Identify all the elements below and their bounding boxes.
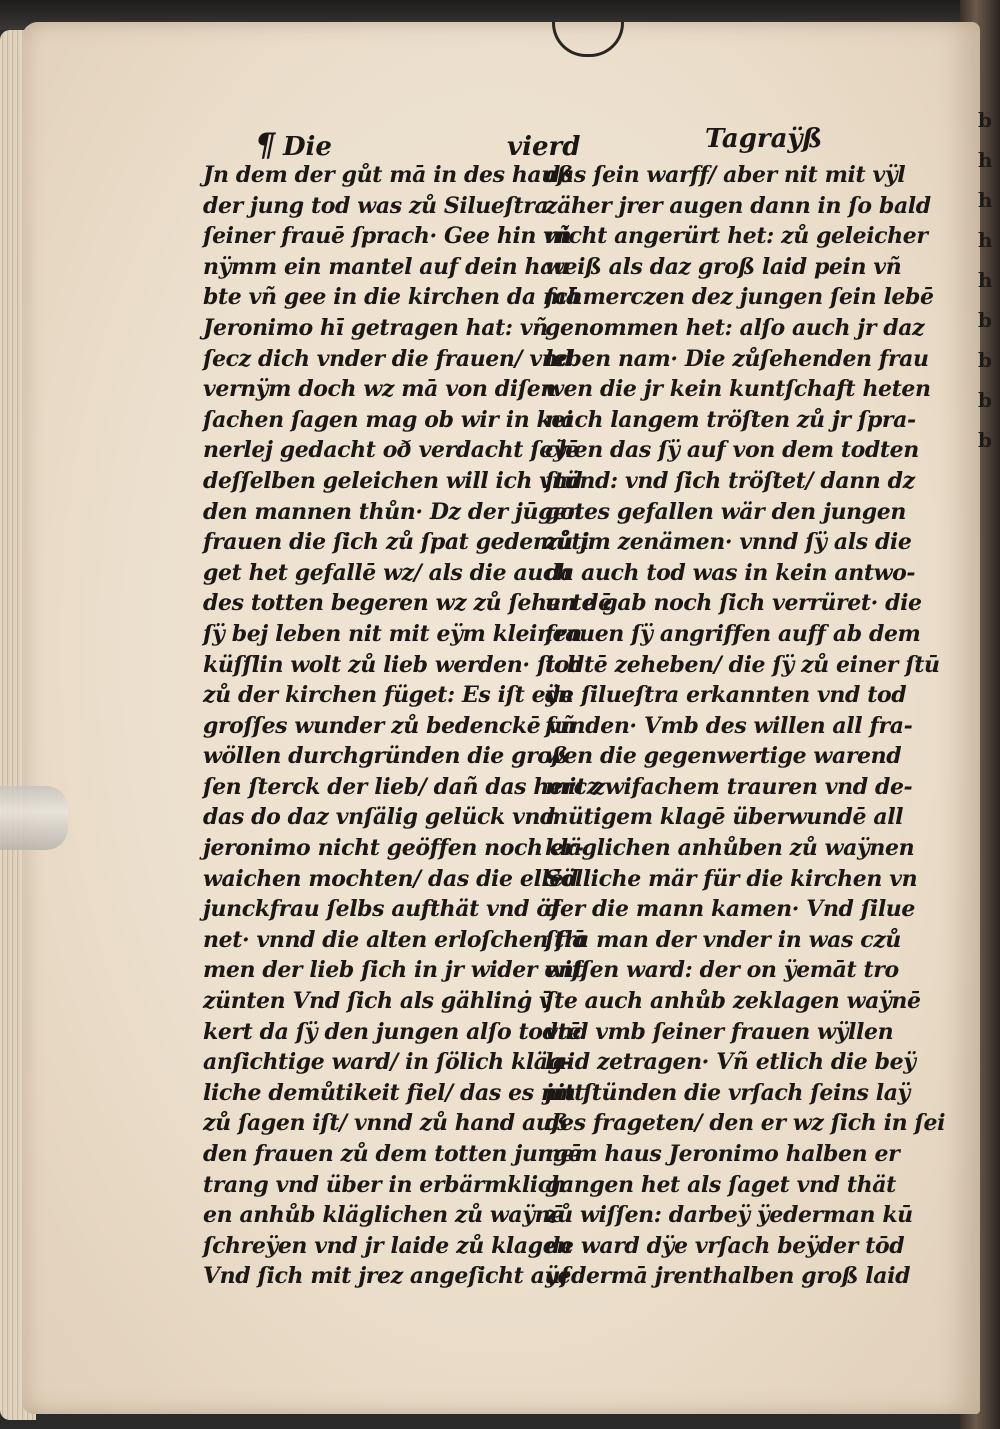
text-line: Jn dem der gůt mā in des hauß xyxy=(203,162,574,188)
text-line: men der lieb ſich in jr wider ent xyxy=(203,957,584,984)
sliver-letter: b xyxy=(978,428,992,452)
text-line: leben nam· Die zůſehenden frau xyxy=(545,345,929,372)
text-line: mütigem klagē überwundē all xyxy=(545,804,904,831)
sliver-letter: h xyxy=(978,268,993,292)
text-line: der die mann kamen· Vnd ſilue xyxy=(545,896,915,923)
text-line: mit zwifachem trauren vnd de- xyxy=(545,773,913,800)
sliver-letter: b xyxy=(978,308,992,332)
sliver-letter: h xyxy=(978,188,993,212)
text-line: jeronimo nicht geöffen noch er- xyxy=(203,835,584,862)
text-line: chen das ſÿ auf von dem todten xyxy=(545,437,919,464)
text-line: nach langem tröſten zů jr ſpra- xyxy=(545,406,916,433)
header-middle-text: vierd xyxy=(507,132,581,162)
sliver-letter: b xyxy=(978,348,992,372)
facing-page-sliver xyxy=(976,100,1000,1400)
sliver-letter: h xyxy=(978,228,993,252)
text-line: ſchreÿen vnd jr laide zů klagen xyxy=(203,1232,572,1259)
text-line: ſchmerczen dez jungen ſein lebē xyxy=(545,284,934,311)
text-line: wen die jr kein kuntſchaft heten xyxy=(545,376,931,403)
text-line: get het gefallē wz/ als die auch xyxy=(203,559,572,586)
text-line: nem haus Jeronimo halben er xyxy=(545,1141,900,1167)
text-line: kläglichen anhůben zů waÿnen xyxy=(545,835,915,862)
text-line: nerlej gedacht oð verdacht ſeÿē xyxy=(203,437,579,464)
text-line: kert da ſÿ den jungen alſo todtē xyxy=(203,1018,581,1045)
text-line: ſtra man der vnder in was czů xyxy=(545,926,901,953)
sliver-letter: b xyxy=(978,108,992,132)
text-line: laid zetragen· Vñ etlich die beÿ xyxy=(545,1049,916,1076)
text-line: zů der kirchen füget: Es iſt eÿn xyxy=(203,682,574,709)
text-line: deſſelben geleichen will ich vnd xyxy=(203,467,583,494)
text-line: urte gab noch ſich verrüret· die xyxy=(545,590,922,617)
text-line: zäher jrer augen dann in ſo bald xyxy=(545,192,931,219)
text-line: de ſilueſtra erkannten vnd tod xyxy=(545,682,907,709)
text-line: ſeiner frauē ſprach· Gee hin vñ xyxy=(203,223,572,250)
text-line: liche demůtikeit fiel/ das es nitt xyxy=(203,1079,585,1106)
left-text-column xyxy=(203,160,612,1292)
text-line: das do daz vnſälig gelück vnd xyxy=(203,804,556,831)
text-line: frauen ſÿ angriffen auff ab dem xyxy=(545,620,921,647)
text-line: vernÿm doch wz mā von diſen xyxy=(203,376,556,403)
text-line: den frauen zů dem totten jungē xyxy=(203,1141,582,1167)
text-line: Sölliche mär für die kirchen vn xyxy=(545,865,918,892)
text-line: zünten Vnd ſich als gählinġ v̄ xyxy=(203,988,552,1015)
text-line: wiſſen ward: der on ÿemāt tro xyxy=(545,957,899,984)
text-line: ſtünd: vnd ſich tröſtet/ dann dz xyxy=(545,467,915,494)
text-line: zů jm zenämen· vnnd ſÿ als die xyxy=(545,529,912,556)
text-line: gangen het als ſaget vnd thät xyxy=(545,1171,896,1198)
text-line: anſichtige ward/ in ſölich kläg- xyxy=(203,1049,572,1076)
text-line: genommen het: alſo auch jr daz xyxy=(545,314,925,341)
text-line: ſecz dich vnder die frauen/ vnd xyxy=(203,345,573,372)
text-line: küſſlin wolt zů lieb werden· ſich xyxy=(203,651,583,678)
text-line: zů wiſſen: darbeÿ ÿederman kū xyxy=(545,1202,913,1229)
sliver-letter: h xyxy=(978,148,993,172)
text-line: waichen mochten/ das die ellēd xyxy=(203,865,578,892)
text-line: wen die gegenwertige warend xyxy=(545,743,902,770)
text-line: ſen ſterck der lieb/ dañ das hercz xyxy=(203,773,599,800)
text-line: ſachen ſagen mag ob wir in kei xyxy=(203,406,573,433)
text-line: funden· Vmb des willen all fra- xyxy=(545,712,913,739)
right-text-column xyxy=(545,160,946,1292)
text-line: ſte auch anhůb zeklagen waÿnē xyxy=(545,988,921,1015)
text-line: nicht angerürt het: zů geleicher xyxy=(545,223,928,250)
text-line: gotes gefallen wär den jungen xyxy=(545,498,906,525)
text-line: zů ſagen iſt/ vnnd zů hand auß xyxy=(203,1110,568,1137)
text-line: bte vñ gee in die kirchen da mā xyxy=(203,284,580,311)
text-line: groſſes wunder zů bedenckē vñ xyxy=(203,712,576,739)
text-line: trang vnd über in erbärmklich xyxy=(203,1171,567,1198)
pilcrow-mark: ¶ xyxy=(255,126,276,164)
header-right-text: Tagraÿß xyxy=(705,124,823,154)
text-line: jm ſtünden die vrſach ſeins laÿ xyxy=(545,1079,910,1106)
page-clip-tab xyxy=(0,786,68,850)
text-line: Jeronimo hī getragen hat: vñ xyxy=(203,314,548,341)
text-line: das ſein warff/ aber nit mit vÿl xyxy=(545,162,906,188)
text-line: weiß als daz groß laid pein vñ xyxy=(545,253,902,280)
text-line: den mannen thůn· Dz der jūgen xyxy=(203,498,583,525)
header-left-text: Die xyxy=(283,132,332,162)
text-line: Vnd ſich mit jrez angeſicht auf xyxy=(203,1263,570,1290)
text-line: da auch tod was in kein antwo- xyxy=(545,559,916,586)
text-line: todtē zeheben/ die ſÿ zů einer ſtū xyxy=(545,651,940,678)
text-line: ÿedermā jrenthalben groß laid xyxy=(545,1263,911,1290)
text-line: frauen die ſich zů ſpat gedemůti xyxy=(203,529,590,556)
text-line: ſÿ bej leben nit mit eÿm kleinen xyxy=(203,620,582,647)
text-line: der jung tod was zů Silueſtra xyxy=(203,192,549,219)
text-line: des frageten/ den er wz ſich in ſei xyxy=(545,1110,946,1137)
text-line: en anhůb kläglichen zů waÿnē xyxy=(203,1202,564,1229)
text-line: vnd vmb ſeiner frauen wÿllen xyxy=(545,1018,894,1045)
text-line: des totten begeren wz zů ſehen dē xyxy=(203,590,612,617)
sliver-letter: b xyxy=(978,388,992,412)
text-line: nÿmm ein mantel auf dein hau xyxy=(203,253,570,280)
text-line: junckfrau ſelbs aufthät vnd öf xyxy=(203,896,560,923)
text-line: de ward dÿe vrſach beÿder tōd xyxy=(545,1232,905,1259)
text-line: wöllen durchgründen die groß xyxy=(203,743,568,770)
text-line: net· vnnd die alten erloſchen flā xyxy=(203,926,587,953)
